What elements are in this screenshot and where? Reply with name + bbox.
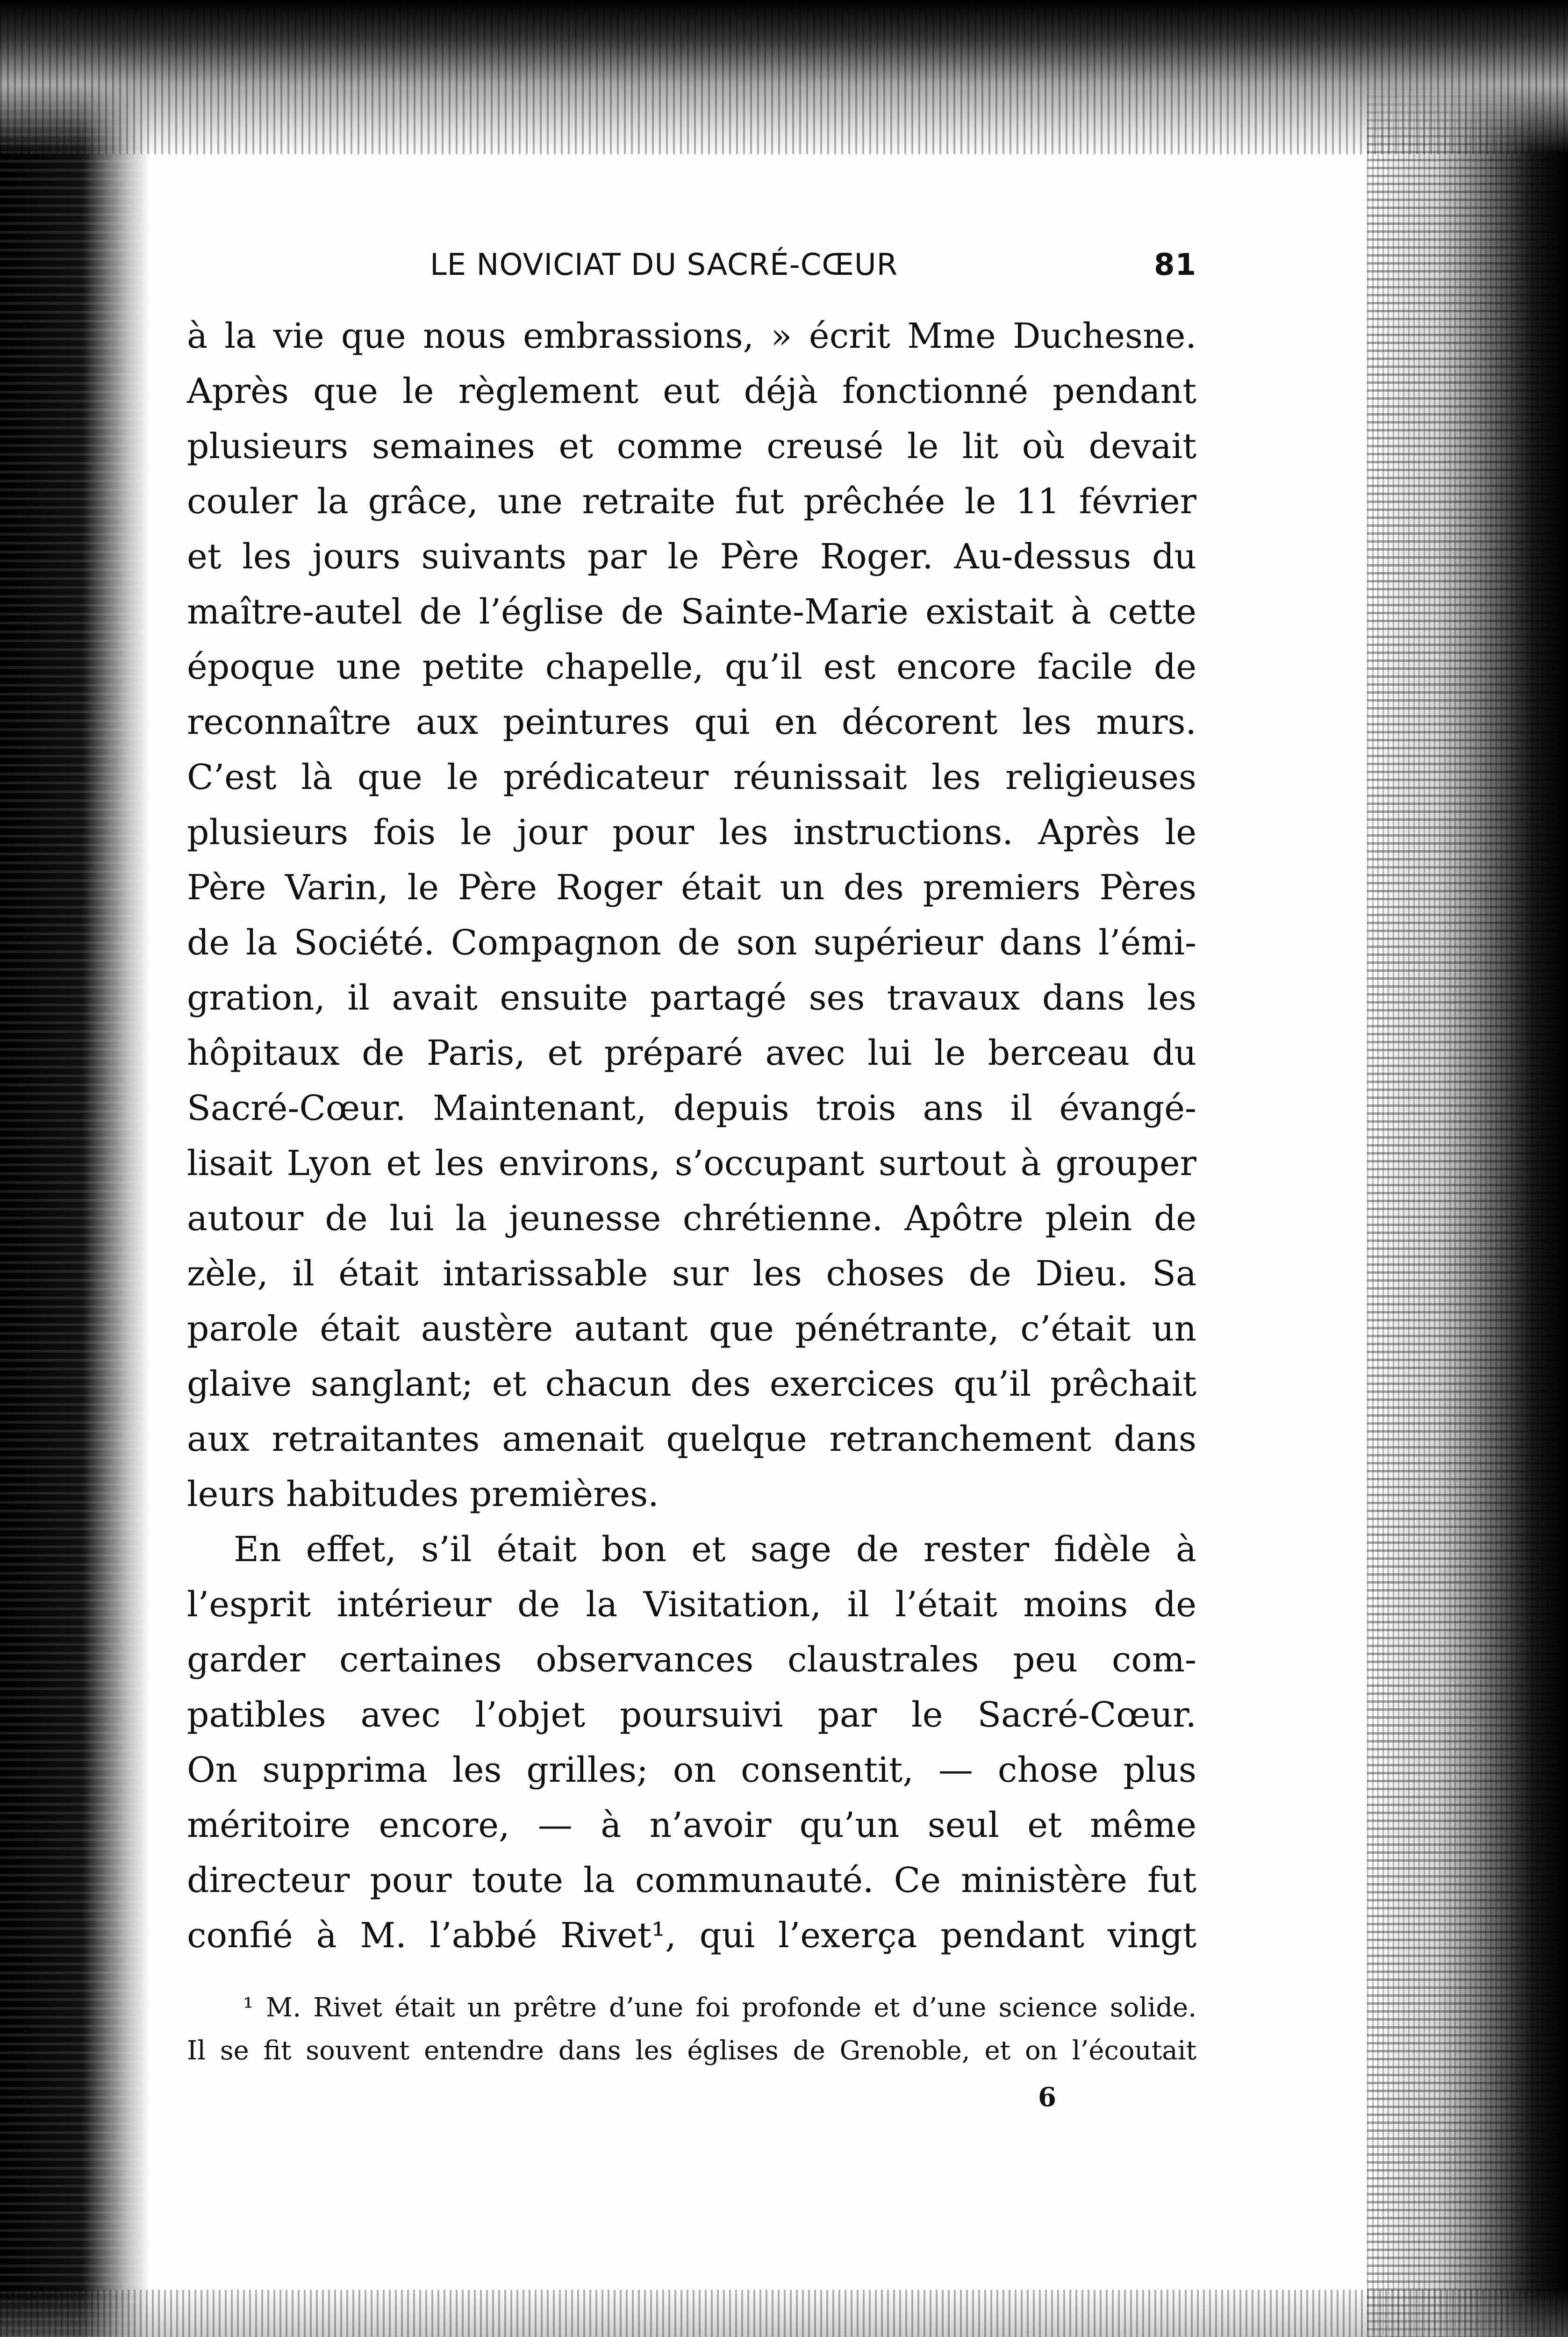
text-line: l’esprit intérieur de la Visitation, il l’était moins de bbox=[187, 1584, 1196, 1625]
footnote-line: ¹ M. Rivet était un prêtre d’une foi profonde et d’une science solide. bbox=[243, 1993, 1196, 2023]
text-line: hôpitaux de Paris, et préparé avec lui le berceau du bbox=[187, 1033, 1196, 1073]
text-line: époque une petite chapelle, qu’il est encore facile de bbox=[187, 647, 1196, 687]
scan-edge-left bbox=[0, 0, 150, 2337]
scan-edge-bottom bbox=[0, 2290, 1568, 2337]
text-line: directeur pour toute la communauté. Ce ministère fut bbox=[187, 1860, 1196, 1900]
running-head bbox=[187, 229, 1196, 282]
text-line: et les jours suivants par le Père Roger. Au-dessus du bbox=[187, 537, 1196, 577]
text-line: Après que le règlement eut déjà fonctionné pendant bbox=[187, 371, 1196, 411]
running-head-title: LE NOVICIAT DU SACRÉ-CŒUR bbox=[430, 248, 898, 282]
text-block bbox=[187, 229, 1196, 2113]
text-line: On supprima les grilles; on consentit, — chose plus bbox=[187, 1750, 1196, 1790]
text-line: patibles avec l’objet poursuivi par le Sacré-Cœur. bbox=[187, 1695, 1196, 1735]
scan-edge-top bbox=[0, 0, 1568, 154]
text-line: lisait Lyon et les environs, s’occupant surtout à grouper bbox=[187, 1143, 1196, 1183]
text-line: glaive sanglant; et chacun des exercices qu’il prêchait bbox=[187, 1364, 1196, 1404]
text-line: à la vie que nous embrassions, » écrit Mme Duchesne. bbox=[187, 316, 1196, 356]
scan-edge-right bbox=[1367, 0, 1568, 2337]
text-line: de la Société. Compagnon de son supérieur dans l’émi- bbox=[187, 923, 1196, 963]
text-line: C’est là que le prédicateur réunissait les religieuses bbox=[187, 757, 1196, 797]
text-line: En effet, s’il était bon et sage de rester fidèle à bbox=[234, 1529, 1196, 1570]
text-line: garder certaines observances claustrales peu com- bbox=[187, 1640, 1196, 1680]
text-line: aux retraitantes amenait quelque retranchement dans bbox=[187, 1419, 1196, 1459]
text-line: Père Varin, le Père Roger était un des premiers Pères bbox=[187, 867, 1196, 908]
text-line: Sacré-Cœur. Maintenant, depuis trois ans il évangé- bbox=[187, 1088, 1196, 1128]
text-line: gration, il avait ensuite partagé ses travaux dans les bbox=[187, 978, 1196, 1018]
footnote-line: Il se fit souvent entendre dans les églises de Grenoble, et on l’écoutait bbox=[187, 2036, 1196, 2066]
text-line: méritoire encore, — à n’avoir qu’un seul et même bbox=[187, 1805, 1196, 1845]
body-text bbox=[187, 308, 1196, 1963]
text-line: maître-autel de l’église de Sainte-Marie existait à cette bbox=[187, 592, 1196, 632]
text-line: plusieurs semaines et comme creusé le lit où devait bbox=[187, 426, 1196, 466]
text-line: autour de lui la jeunesse chrétienne. Apôtre plein de bbox=[187, 1198, 1196, 1239]
page-number: 81 bbox=[1153, 248, 1196, 282]
text-line: leurs habitudes premières. bbox=[187, 1474, 659, 1514]
text-line: zèle, il était intarissable sur les choses de Dieu. Sa bbox=[187, 1254, 1196, 1294]
footnote bbox=[187, 1986, 1196, 2072]
text-line: parole était austère autant que pénétrante, c’était un bbox=[187, 1309, 1196, 1349]
signature-mark: 6 bbox=[1038, 2082, 1056, 2113]
text-line: plusieurs fois le jour pour les instructions. Après le bbox=[187, 812, 1196, 853]
text-line: reconnaître aux peintures qui en décorent les murs. bbox=[187, 702, 1196, 742]
text-line: couler la grâce, une retraite fut prêchée le 11 février bbox=[187, 481, 1196, 522]
text-line: confié à M. l’abbé Rivet¹, qui l’exerça pendant vingt bbox=[187, 1915, 1196, 1956]
